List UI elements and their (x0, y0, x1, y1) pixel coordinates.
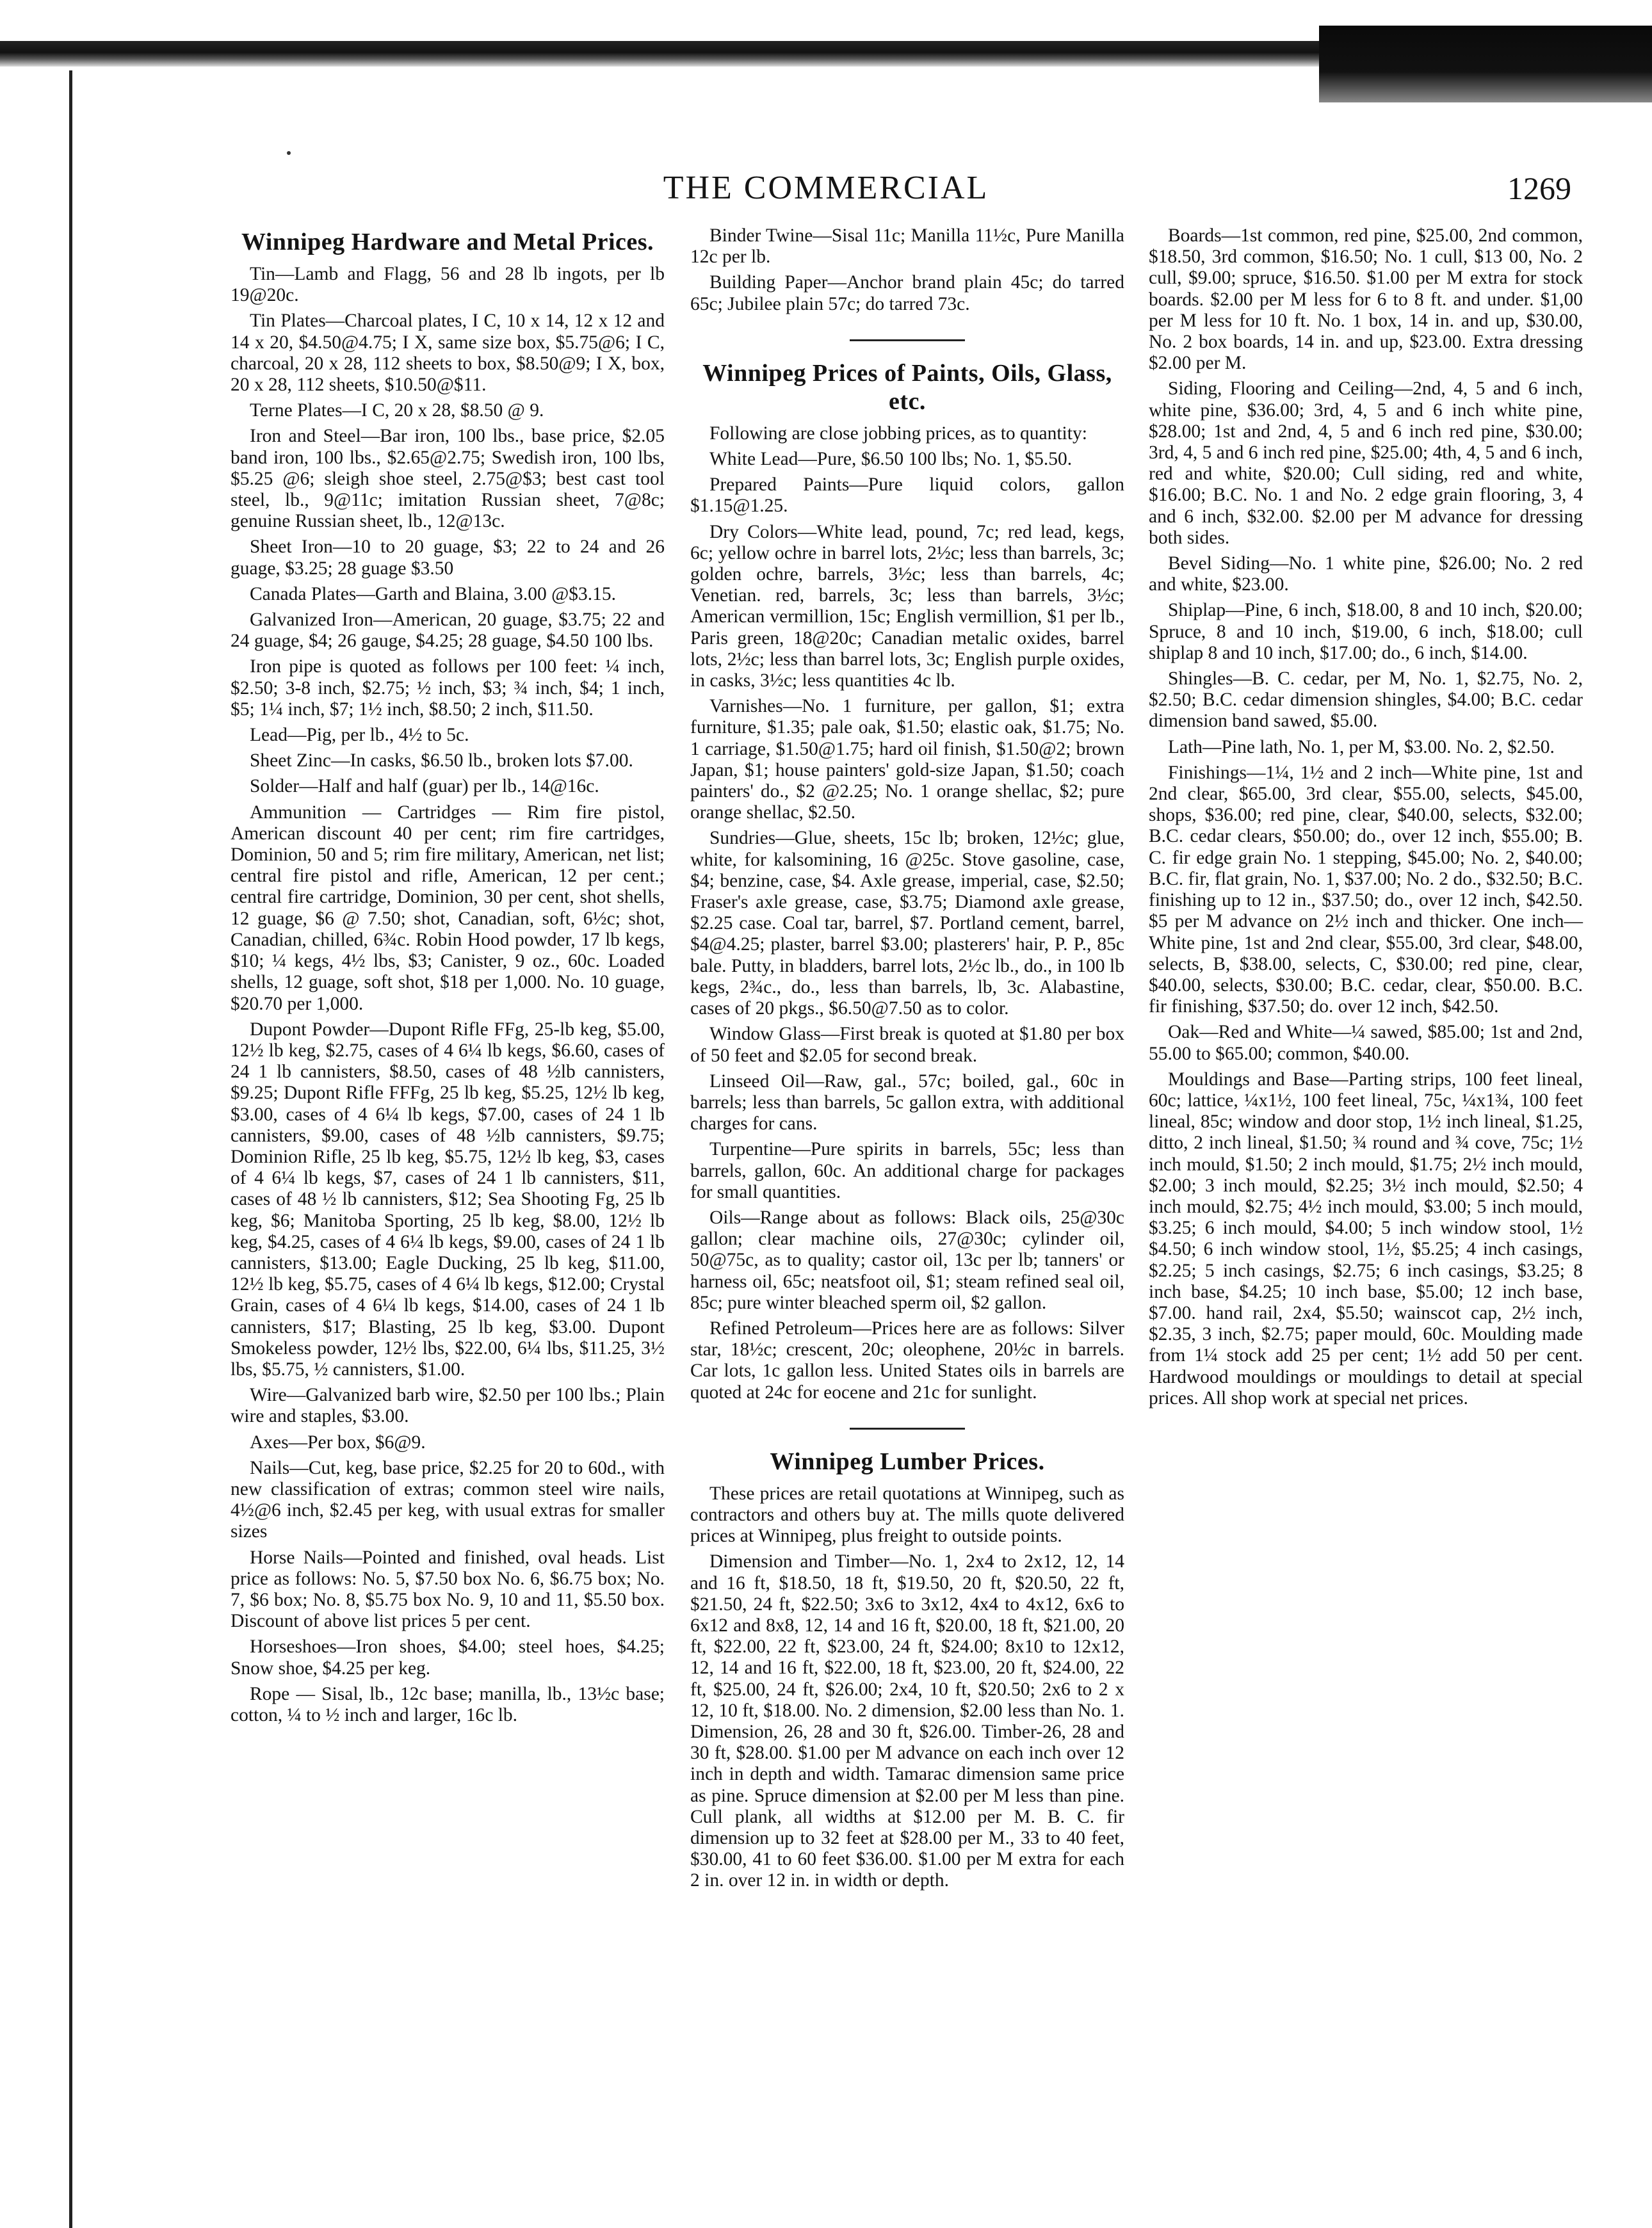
price-paragraph: Siding, Flooring and Ceiling—2nd, 4, 5 and 6 inch, white pine, $36.00; 3rd, 4, 5 and 6 inch white pine, $28.00; 1st and 2nd, 4, 5 and 6 inch red pine, $30.00; 3rd, 4, 5 and 6 inch red pine, $25.00; 4th, 4, 5 and 6 inch, red and white, $20.00; Cull siding, red and white, $16.00; B.C. No. 1 and No. 2 edge grain flooring, 3, 4 and 6 inch, $32.00. $2.00 per M advance for dressing both sides. (1149, 378, 1583, 548)
price-paragraph: Sundries—Glue, sheets, 15c lb; broken, 12½c; glue, white, for kalsomining, 16 @25c. Stove gasoline, case, $4; benzine, case, $4. Axle grease, imperial, case, $2.50; Fraser's axle grease, case, $3.75; Diamond axle grease, $2.25 case. Coal tar, barrel, $7. Portland cement, barrel, $4@4.25; plaster, barrel $3.00; plasterers' hair, P. P., 85c bale. Putty, in bladders, barrel lots, 2½c lb., do., in 100 lb kegs, 2¾c., do., less than barrels, lb, 3c. Alabastine, cases of 20 pkgs., $6.50@7.50 as to color. (690, 828, 1124, 1019)
price-paragraph: Dupont Powder—Dupont Rifle FFg, 25-lb keg, $5.00, 12½ lb keg, $2.75, cases of 4 6¼ lb kegs, $6.60, cases of 24 1 lb cannisters, $8.50, cases of 48 ½lb cannisters, $9.25; Dupont Rifle FFFg, 25 lb keg, $5.25, 12½ lb keg, $3.00, cases of 4 6¼ lb kegs, $7.00, cases of 24 1 lb cannisters, $9.00, cases of 48 ½lb cannisters, $9.75; Dominion Rifle, 25 lb keg, $5.75, 12½ lb keg, $3, cases of 4 6¼ lb kegs, $7, cases of 24 1 lb cannisters, $11, cases of 48 ½ lb cannisters, $12; Sea Shooting Fg, 25 lb keg, $6; Manitoba Sporting, 25 lb keg, $8.00, 12½ lb keg, $4.25, cases of 4 6¼ lb kegs, $9.00, cases of 24 1 lb cannisters, $13.00; Eagle Ducking, 25 lb keg, $11.00, 12½ lb keg, $5.75, cases of 4 6¼ lb kegs, $12.00; Crystal Grain, cases of 4 6¼ lb kegs, $14.00, cases of 24 1 lb cannisters, $17; Blasting, 25 lb keg, $3.00. Dupont Smokeless powder, 12½ lbs, $22.00, 6¼ lbs, $11.25, 3½ lbs, $5.75, ½ cannisters, $1.00. (231, 1019, 665, 1380)
price-paragraph: Refined Petroleum—Prices here are as follows: Silver star, 18½c; crescent, 20c; oleophene, 20½c in barrels. Car lots, 1c gallon less. United States oils in barrels are quoted at 24c for eocene and 21c for sunlight. (690, 1318, 1124, 1403)
price-paragraph: Window Glass—First break is quoted at $1.80 per box of 50 feet and $2.05 for second break. (690, 1024, 1124, 1066)
price-paragraph: Nails—Cut, keg, base price, $2.25 for 20 to 60d., with new classification of extras; common steel wire nails, 4½@6 inch, $2.45 per keg, with usual extras for smaller sizes (231, 1457, 665, 1542)
price-paragraph: Shingles—B. C. cedar, per M, No. 1, $2.75, No. 2, $2.50; B.C. cedar dimension shingles, $4.00; B.C. cedar dimension band sawed, $5.00. (1149, 668, 1583, 732)
price-paragraph: Dry Colors—White lead, pound, 7c; red lead, kegs, 6c; yellow ochre in barrel lots, 2½c; less than barrels, 3c; golden ochre, barrels, 3½c; less than barrels, 4c; Venetian. red, barrels, 3c; less than barrels, 3½c; American vermillion, 15c; English vermillion, $1 per lb., Paris green, 18@20c; Canadian metalic oxides, barrel lots, 2½c; less than barrel lots, 3c; English purple oxides, in casks, 3½c; less quantities 4c lb. (690, 521, 1124, 691)
price-paragraph: Dimension and Timber—No. 1, 2x4 to 2x12, 12, 14 and 16 ft, $18.50, 18 ft, $19.50, 20 ft, $20.50, 22 ft, $21.50, 24 ft, $22.50; 3x6 to 3x12, 4x4 to 4x12, 6x6 to 6x12 and 8x8, 12, 14 and 16 ft, $20.00, 18 ft, $21.00, 20 ft, $22.00, 22 ft, $23.00, 24 ft, $24.00; 8x10 to 12x12, 12, 14 and 16 ft, $22.00, 18 ft, $23.00, 20 ft, $24.00, 22 ft, $25.00, 24 ft, $26.00; 2x4, 10 ft, $20.50; 2x6 to 2 x 12, 10 ft, $18.00. No. 2 dimension, $2.00 less than No. 1. Dimension, 26, 28 and 30 ft, $26.00. Timber-26, 28 and 30 ft, $28.00. $1.00 per M advance on each inch over 12 inch in depth and width. Tamarac dimension same price as pine. Spruce dimension at $2.00 per M less than pine. Cull plank, all widths at $12.00 per M. B. C. fir dimension up to 32 feet at $28.00 per M., 33 to 40 feet, $30.00, 41 to 60 feet $36.00. $1.00 per M extra for each 2 in. over 12 in. in width or depth. (690, 1551, 1124, 1891)
price-paragraph: Tin Plates—Charcoal plates, I C, 10 x 14, 12 x 12 and 14 x 20, $4.50@4.75; I X, same size box, $5.75@6; I C, charcoal, 20 x 28, 112 sheets to box, $8.50@9; I X, box, 20 x 28, 112 sheets, $10.50@$11. (231, 311, 665, 396)
price-paragraph: These prices are retail quotations at Winnipeg, such as contractors and others buy at. The mills quote delivered prices at Winnipeg, plus freight to outside points. (690, 1483, 1124, 1547)
column-1 (231, 225, 665, 1731)
price-paragraph: Canada Plates—Garth and Blaina, 3.00 @$3.15. (250, 583, 616, 604)
price-paragraph: Horseshoes—Iron shoes, $4.00; steel hoes, $4.25; Snow shoe, $4.25 per keg. (231, 1636, 665, 1679)
column-3 (1149, 225, 1583, 1414)
price-paragraph: Bevel Siding—No. 1 white pine, $26.00; No. 2 red and white, $23.00. (1149, 553, 1583, 595)
price-paragraph: Binder Twine—Sisal 11c; Manilla 11½c, Pure Manilla 12c per lb. (690, 225, 1124, 268)
section-divider (850, 1428, 965, 1430)
price-paragraph: Mouldings and Base—Parting strips, 100 feet lineal, 60c; lattice, ¼x1½, 100 feet lineal, 75c, ¼x1¾, 100 feet lineal, 85c; window and door stop, 1½ inch lineal, $1.25, ditto, 2 inch lineal, $1.50; ¾ round and ¾ cove, 75c; 1½ inch mould, $1.50; 2 inch mould, $1.75; 2½ inch mould, $2.00; 3 inch mould, $2.25; 3½ inch mould, $2.50; 4 inch mould, $2.75; 4½ inch mould, $3.00; 5 inch mould, $3.25; 6 inch mould, $4.00; 5 inch window stool, 1½ $4.50; 6 inch window stool, 1½, $5.25; 4 inch casings, $2.25; 5 inch casings, $2.75; 6 inch casings, $3.25; 8 inch base, $4.25; 10 inch base, $5.00; 12 inch base, $7.00. hand rail, 2x4, $5.50; wainscot cap, 2½ inch, $2.35, 3 inch, $2.75; paper mould, 60c. Moulding made from 1¼ stock add 25 per cent; 1½ add 50 per cent. Hardwood mouldings or mouldings to detail at special prices. All shop work at special net prices. (1149, 1069, 1583, 1409)
price-paragraph: Oak—Red and White—¼ sawed, $85.00; 1st and 2nd, 55.00 to $65.00; common, $40.00. (1149, 1022, 1583, 1064)
print-speck (287, 151, 291, 155)
price-paragraph: Tin—Lamb and Flagg, 56 and 28 lb ingots, per lb 19@20c. (231, 264, 665, 306)
price-paragraph: Sheet Iron—10 to 20 guage, $3; 22 to 24 and 26 guage, $3.25; 28 guage $3.50 (231, 537, 665, 579)
price-paragraph: Following are close jobbing prices, as to quantity: (709, 423, 1087, 444)
price-paragraph: Solder—Half and half (guar) per lb., 14@16c. (250, 776, 599, 797)
section-heading-hardware: Winnipeg Hardware and Metal Prices. (241, 229, 654, 255)
price-paragraph: White Lead—Pure, $6.50 100 lbs; No. 1, $5.50. (709, 449, 1073, 470)
scan-edge-shadow (1319, 26, 1652, 102)
price-paragraph: Finishings—1¼, 1½ and 2 inch—White pine, 1st and 2nd clear, $65.00, 3rd clear, $55.00, selects, $45.00, shops, $36.00; red pine, clear, $40.00, selects, $32.00; B.C. cedar clears, $50.00; do., over 12 inch, $55.00; B. C. fir edge grain No. 1 stepping, $45.00; No. 2, $40.00; B.C. fir, flat grain, No. 1, $37.00; No. 2 do., $32.50; B.C. finishing up to 12 in., $37.50; do., over 12 inch, $42.50. $5 per M advance on 2½ inch and thicker. One inch—White pine, 1st and 2nd clear, $55.00, 3rd clear, $48.00, selects, B, $38.00, selects, C, $30.00; red pine, clear, $40.00, selects, $30.00; B.C. cedar, clear, $50.00. B.C. fir finishing, $37.50; do. over 12 inch, $42.50. (1149, 762, 1583, 1017)
price-paragraph: Axes—Per box, $6@9. (250, 1432, 426, 1453)
running-title: THE COMMERCIAL (663, 170, 989, 206)
price-paragraph: Shiplap—Pine, 6 inch, $18.00, 8 and 10 inch, $20.00; Spruce, 8 and 10 inch, $19.00, 6 inch, $18.00; cull shiplap 8 and 10 inch, $17.00; do., 6 inch, $14.00. (1149, 600, 1583, 663)
section-heading-paints: Winnipeg Prices of Paints, Oils, Glass, etc. (702, 359, 1112, 415)
price-paragraph: Linseed Oil—Raw, gal., 57c; boiled, gal., 60c in barrels; less than barrels, 5c gallon extra, with additional charges for cans. (690, 1070, 1124, 1134)
section-heading-lumber: Winnipeg Lumber Prices. (770, 1448, 1045, 1475)
price-paragraph: Oils—Range about as follows: Black oils, 25@30c gallon; clear machine oils, 27@30c; cylinder oil, 50@75c, as to quality; castor oil, 13c per lb; tanners' or harness oil, 65c; neatsfoot oil, $1; steam refined seal oil, 85c; pure winter bleached sperm oil, $2 gallon. (690, 1207, 1124, 1313)
price-paragraph: Iron and Steel—Bar iron, 100 lbs., base price, $2.05 band iron, 100 lbs., $2.65@2.75; Swedish iron, 100 lbs, $5.25 @6; sleigh shoe steel, 2.75@$3; best cast tool steel, lb., 9@11c; imitation Russian sheet, 7@8c; genuine Russian sheet, lb., 12@13c. (231, 426, 665, 532)
price-paragraph: Galvanized Iron—American, 20 guage, $3.75; 22 and 24 guage, $4; 26 gauge, $4.25; 28 guage, $4.50 100 lbs. (231, 609, 665, 652)
price-paragraph: Ammunition — Cartridges — Rim fire pistol, American discount 40 per cent; rim fire cartridges, Dominion, 50 and 5; rim fire military, American, net list; central fire pistol and rifle, American, 12 per cent.; central fire cartridge, Dominion, 30 per cent, shot shells, 12 guage, $6 @ 7.50; shot, Canadian, soft, 6½c; shot, Canadian, chilled, 6¾c. Robin Hood powder, 17 lb kegs, $10; ¼ kegs, 4½ lbs, $3; Canister, 9 oz., 60c. Loaded shells, 12 guage, soft shot, $18 per 1,000. No. 10 guage, $20.70 per 1,000. (231, 802, 665, 1014)
price-paragraph: Wire—Galvanized barb wire, $2.50 per 100 lbs.; Plain wire and staples, $3.00. (231, 1385, 665, 1427)
binding-margin-line (69, 70, 72, 2228)
section-divider (850, 339, 965, 341)
price-paragraph: Prepared Paints—Pure liquid colors, gallon $1.15@1.25. (690, 474, 1124, 517)
price-paragraph: Terne Plates—I C, 20 x 28, $8.50 @ 9. (250, 400, 544, 421)
price-paragraph: Building Paper—Anchor brand plain 45c; do tarred 65c; Jubilee plain 57c; do tarred 73c. (690, 272, 1124, 314)
page-number: 1269 (1507, 170, 1571, 206)
price-paragraph: Turpentine—Pure spirits in barrels, 55c; less than barrels, gallon, 60c. An additional charge for packages for small quantities. (690, 1139, 1124, 1202)
price-paragraph: Rope — Sisal, lb., 12c base; manilla, lb., 13½c base; cotton, ¼ to ½ inch and larger, 16c lb. (231, 1683, 665, 1725)
price-paragraph: Lead—Pig, per lb., 4½ to 5c. (250, 725, 469, 746)
price-paragraph: Lath—Pine lath, No. 1, per M, $3.00. No. 2, $2.50. (1168, 736, 1555, 757)
column-2 (690, 225, 1124, 1896)
price-paragraph: Sheet Zinc—In casks, $6.50 lb., broken lots $7.00. (250, 750, 633, 771)
price-paragraph: Iron pipe is quoted as follows per 100 feet: ¼ inch, $2.50; 3-8 inch, $2.75; ½ inch, $3; ¾ inch, $4; 1 inch, $5; 1¼ inch, $7; 1½ inch, $8.50; 2 inch, $11.50. (231, 656, 665, 720)
price-paragraph: Boards—1st common, red pine, $25.00, 2nd common, $18.50, 3rd common, $16.50; No. 1 cull, $13 00, No. 2 cull, $9.00; spruce, $16.50. $1.00 per M extra for stock boards. $2.00 per M less for 6 to 8 ft. and under. $1,00 per M less for 10 ft. No. 1 box, 14 in. and up, $30.00, No. 2 box boards, 14 in. and up, $23.00. Extra dressing $2.00 per M. (1149, 225, 1583, 374)
price-paragraph: Horse Nails—Pointed and finished, oval heads. List price as follows: No. 5, $7.50 box No. 6, $6.75 box; No. 7, $6 box; No. 8, $5.75 box No. 9, 10 and 11, $5.50 box. Discount of above list prices 5 per cent. (231, 1547, 665, 1632)
price-paragraph: Varnishes—No. 1 furniture, per gallon, $1; extra furniture, $1.35; pale oak, $1.50; elastic oak, $1.75; No. 1 carriage, $1.50@1.75; hard oil finish, $1.50@2; brown Japan, $1; house painters' gold-size Japan, $1.50; coach painters' do., $2 @2.25; No. 1 orange shellac, $2; pure orange shellac, $2.50. (690, 696, 1124, 823)
